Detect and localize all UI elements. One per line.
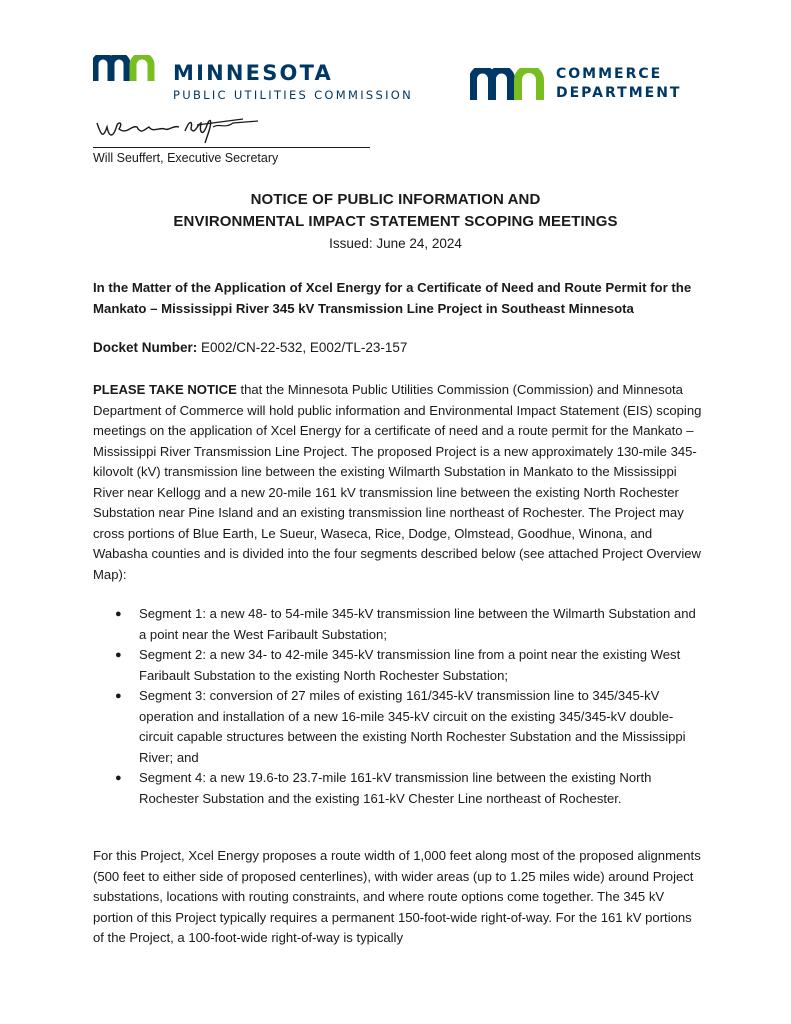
- docket-label: Docket Number:: [93, 340, 198, 355]
- notice-body: that the Minnesota Public Utilities Commission (Commission) and Minnesota Department of Commerce will hold public information and Environmental Impact Statement (EIS) scoping meetings on the application of Xcel Energy for a certificate of need and a route permit for the Mankato – Mississippi River Transmission Line Project. The proposed Project is a new approximately 130-mile 345-kilovolt (kV) transmission line between the existing Wilmarth Substation in Mankato to the Mississippi River near Kellogg and a new 20-mile 161 kV transmission line between the existing North Rochester Substation near Pine Island and an existing transmission line northeast of Rochester. The Project may cross portions of Blue Earth, Le Sueur, Waseca, Rice, Dodge, Olmstead, Goodhue, Winona, and Wabasha counties and is divided into the four segments described below (see attached Project Overview Map):: [93, 382, 702, 582]
- notice-paragraph: [93, 380, 705, 585]
- list-item: ● Segment 2: a new 34- to 42-mile 345-kV transmission line from a point near the existing West Faribault Substation to the existing North Rochester Substation;: [115, 647, 681, 683]
- commerce-logo: [470, 66, 710, 106]
- mn-logo-icon: [470, 68, 548, 100]
- notice-title-line-1: NOTICE OF PUBLIC INFORMATION AND: [250, 191, 541, 208]
- route-paragraph: For this Project, Xcel Energy proposes a route width of 1,000 feet along most of the proposed alignments (500 feet to either side of proposed centerlines), with wider areas (up to 1.25 miles wide) around Project substations, locations with routing constraints, and where route options come together. The 345 kV portion of this Project typically requires a permanent 150-foot-wide right-of-way. For the 161 kV portions of the Project, a 100-foot-wide right-of-way is typically: [93, 848, 701, 945]
- puc-logo: [93, 55, 433, 105]
- list-item: ● Segment 1: a new 48- to 54-mile 345-kV transmission line between the Wilmarth Substation and a point near the West Faribault Substation;: [115, 606, 696, 642]
- commerce-line-2: DEPARTMENT: [556, 85, 682, 101]
- mn-logo-icon: [93, 55, 161, 81]
- issued-date: Issued: June 24, 2024: [329, 236, 462, 251]
- puc-subtitle: PUBLIC UTILITIES COMMISSION: [173, 88, 414, 102]
- docket-value: E002/CN-22-532, E002/TL-23-157: [197, 340, 408, 355]
- matter-heading: In the Matter of the Application of Xcel Energy for a Certificate of Need and Route Permit for the Mankato – Mississippi River 345 kV Transmission Line Project in Southeast Minnesota: [93, 280, 692, 316]
- bullet-icon: ●: [115, 608, 122, 620]
- segment-list: [93, 604, 705, 809]
- bullet-icon: ●: [115, 649, 122, 661]
- handwritten-signature: [93, 113, 263, 145]
- signature-line: [93, 147, 370, 148]
- puc-name: MINNESOTA: [173, 61, 333, 85]
- bullet-icon: ●: [115, 690, 122, 702]
- list-item: ● Segment 3: conversion of 27 miles of existing 161/345-kV transmission line to 345/345-kV operation and installation of a new 16-mile 345-kV circuit on the existing 345/345-kV double-circuit capable structures between the existing North Rochester Substation and the Mississippi River; and: [115, 688, 686, 765]
- commerce-line-1: COMMERCE: [556, 66, 663, 82]
- docket-number: [93, 340, 407, 355]
- bullet-icon: ●: [115, 772, 122, 784]
- notice-title-line-2: ENVIRONMENTAL IMPACT STATEMENT SCOPING MEETINGS: [173, 213, 618, 230]
- list-item: ● Segment 4: a new 19.6-to 23.7-mile 161-kV transmission line between the existing North Rochester Substation and the existing 161-kV Chester Line northeast of Rochester.: [115, 770, 652, 806]
- notice-lead: PLEASE TAKE NOTICE: [93, 382, 237, 397]
- signer-name: Will Seuffert, Executive Secretary: [93, 151, 279, 165]
